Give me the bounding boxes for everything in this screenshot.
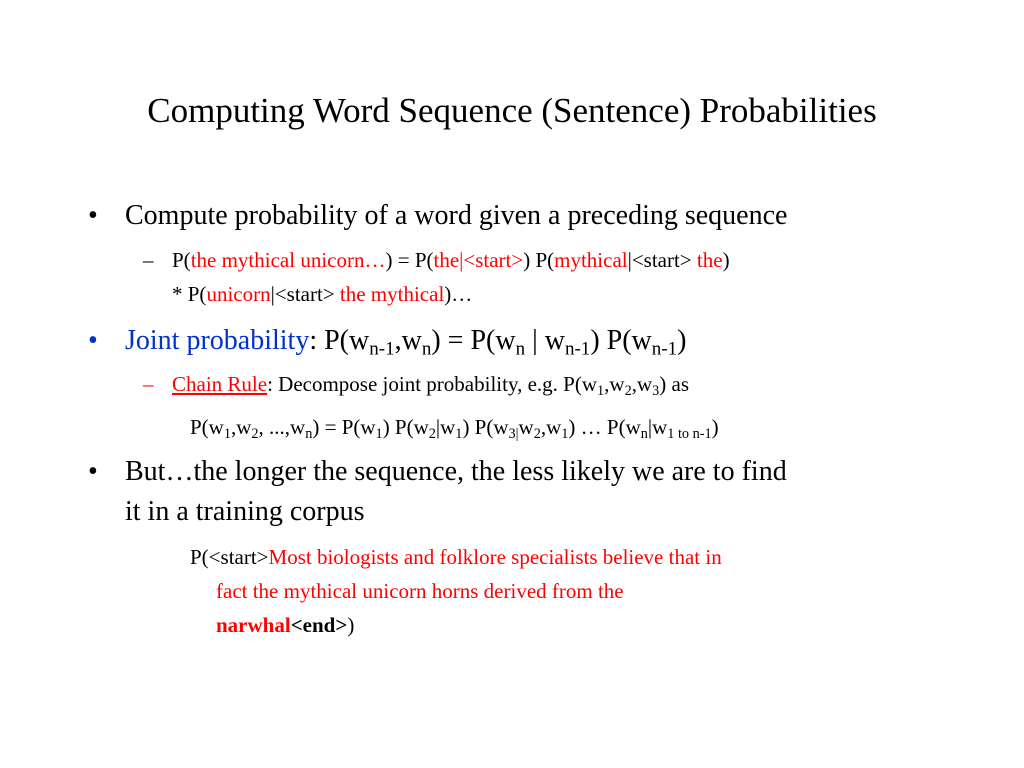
text-seg: ) as — [659, 372, 690, 396]
subscript: 3| — [508, 425, 519, 442]
joint-probability-label: Joint probability — [125, 325, 310, 356]
text-seg: ) — [347, 613, 355, 637]
bullet-1-text: Compute probability of a word given a preceding sequence — [125, 200, 788, 231]
text-seg: , ...,w — [258, 415, 306, 439]
text-seg: ) P( — [523, 248, 555, 272]
text-seg: ,w — [540, 415, 562, 439]
text-seg: ) = P( — [385, 248, 434, 272]
text-seg: ) P(w — [590, 325, 652, 356]
text-seg: ) — [711, 415, 719, 439]
subscript: 1 — [561, 425, 569, 442]
narwhal-word: narwhal — [216, 613, 291, 637]
subscript: n — [305, 425, 313, 442]
example-line-3 — [216, 610, 354, 640]
subscript: n-1 — [651, 338, 678, 360]
subscript: n — [640, 425, 648, 442]
bullet-3-marker: • — [88, 456, 98, 487]
text-seg: |w — [647, 415, 668, 439]
subscript: 1 to n-1 — [667, 425, 712, 442]
subscript: 1 — [223, 425, 231, 442]
text-seg: |w — [435, 415, 456, 439]
subscript: 1 — [455, 425, 463, 442]
bullet-3-line-2: it in a training corpus — [125, 496, 365, 527]
text-seg: ,w — [631, 372, 653, 396]
slide-title: Computing Word Sequence (Sentence) Probabilities — [147, 91, 877, 130]
red-seg: mythical — [554, 248, 628, 272]
bullet-1-sub-line-1 — [172, 245, 730, 275]
red-seg: the mythical — [339, 282, 445, 306]
text-seg: )… — [444, 282, 473, 306]
text-seg: | w — [525, 325, 565, 356]
bullet-1-sub-line-2 — [172, 279, 472, 309]
subscript: 2 — [533, 425, 541, 442]
example-line-2: fact the mythical unicorn horns derived from the — [216, 579, 624, 603]
subscript: 2 — [624, 382, 632, 399]
end-token: <end> — [290, 613, 348, 637]
text-seg: ) — [677, 325, 687, 356]
bullet-3-line-1: But…the longer the sequence, the less likely we are to find — [125, 456, 787, 487]
text-seg: ,w — [394, 325, 422, 356]
text-seg: P(w — [190, 415, 224, 439]
text-seg: w — [518, 415, 534, 439]
text-seg: P(<start> — [190, 545, 269, 569]
bullet-2-sub-marker: – — [143, 372, 154, 396]
subscript: n-1 — [369, 338, 395, 360]
text-seg: : P(w — [309, 325, 370, 356]
bullet-2-text — [125, 323, 686, 359]
red-seg: the mythical unicorn… — [190, 248, 386, 272]
chain-rule-line — [172, 369, 689, 399]
text-seg: : Decompose joint probability, e.g. P(w — [267, 372, 597, 396]
chain-rule-label: Chain Rule — [172, 372, 268, 396]
text-seg: ) = P(w — [431, 325, 516, 356]
red-seg: the|<start> — [433, 248, 524, 272]
text-seg: ) P(w — [462, 415, 509, 439]
bullet-2-marker: • — [88, 325, 98, 356]
text-seg: ) P(w — [382, 415, 429, 439]
subscript: 2 — [251, 425, 259, 442]
red-seg: unicorn — [206, 282, 271, 306]
text-seg: ) = P(w — [312, 415, 376, 439]
subscript: n-1 — [564, 338, 591, 360]
text-seg: ) … P(w — [568, 415, 641, 439]
subscript: 1 — [597, 382, 605, 399]
subscript: n — [421, 338, 432, 360]
bullet-1-sub-marker: – — [143, 248, 154, 272]
text-seg: ) — [722, 248, 730, 272]
text-seg: |<start> — [270, 282, 340, 306]
text-seg: |<start> — [627, 248, 697, 272]
red-seg: the — [696, 248, 723, 272]
bullet-1-marker: • — [88, 200, 98, 231]
subscript: 1 — [375, 425, 383, 442]
text-seg: ,w — [604, 372, 625, 396]
subscript: n — [515, 338, 526, 360]
text-seg: * P( — [172, 282, 207, 306]
subscript: 2 — [428, 425, 436, 442]
text-seg: ,w — [230, 415, 252, 439]
example-line-1 — [190, 542, 722, 572]
chain-rule-formula — [190, 412, 719, 442]
text-seg: P( — [172, 248, 191, 272]
subscript: 3 — [652, 382, 660, 399]
red-seg: Most biologists and folklore specialists believe that in — [268, 545, 722, 569]
